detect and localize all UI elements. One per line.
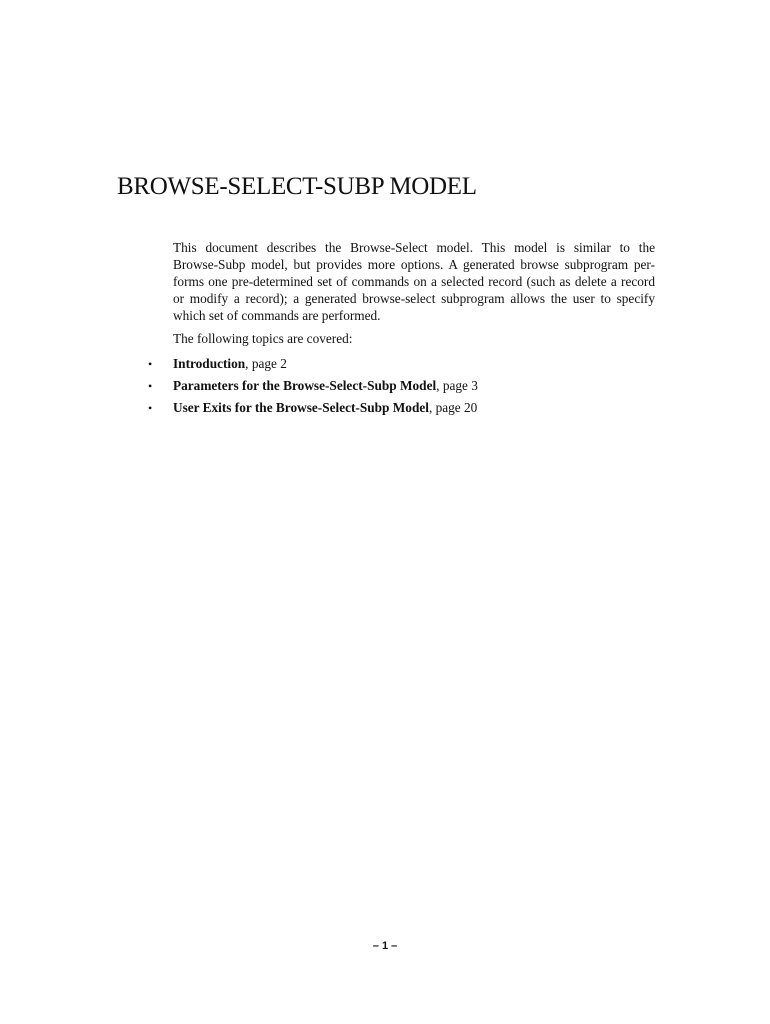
topic-page-ref: , page 3 xyxy=(436,378,478,393)
topic-item-user-exits xyxy=(148,397,478,419)
topic-item-parameters xyxy=(148,375,478,397)
intro-line: Browse-Subp model, but provides more options. A generated browse subprogram per- xyxy=(173,257,655,272)
bullet-icon: • xyxy=(148,357,153,371)
intro-line: or modify a record); a generated browse-select subprogram allows the user to specify xyxy=(173,291,655,306)
topic-page-ref: , page 20 xyxy=(428,400,478,415)
topic-item-introduction xyxy=(148,353,478,375)
intro-line: This document describes the Browse-Select model. This model is similar to the xyxy=(173,240,655,255)
topics-list xyxy=(148,353,478,419)
topic-page-ref: , page 2 xyxy=(245,356,287,371)
bullet-icon: • xyxy=(148,379,153,393)
page-number: – 1 – xyxy=(372,940,398,952)
intro-paragraph xyxy=(173,239,655,324)
document-body xyxy=(173,239,655,346)
intro-line: forms one pre-determined set of commands on a selected record (such as delete a record xyxy=(173,274,655,289)
topics-intro: The following topics are covered: xyxy=(173,331,353,346)
topic-link-introduction[interactable]: Introduction xyxy=(173,356,246,371)
topic-link-parameters[interactable]: Parameters for the Browse-Select-Subp Model xyxy=(173,378,437,393)
topic-link-user-exits[interactable]: User Exits for the Browse-Select-Subp Model xyxy=(173,400,429,415)
intro-line: which set of commands are performed. xyxy=(173,308,381,323)
document-title: BROWSE-SELECT-SUBP MODEL xyxy=(117,173,477,200)
bullet-icon: • xyxy=(148,401,153,415)
